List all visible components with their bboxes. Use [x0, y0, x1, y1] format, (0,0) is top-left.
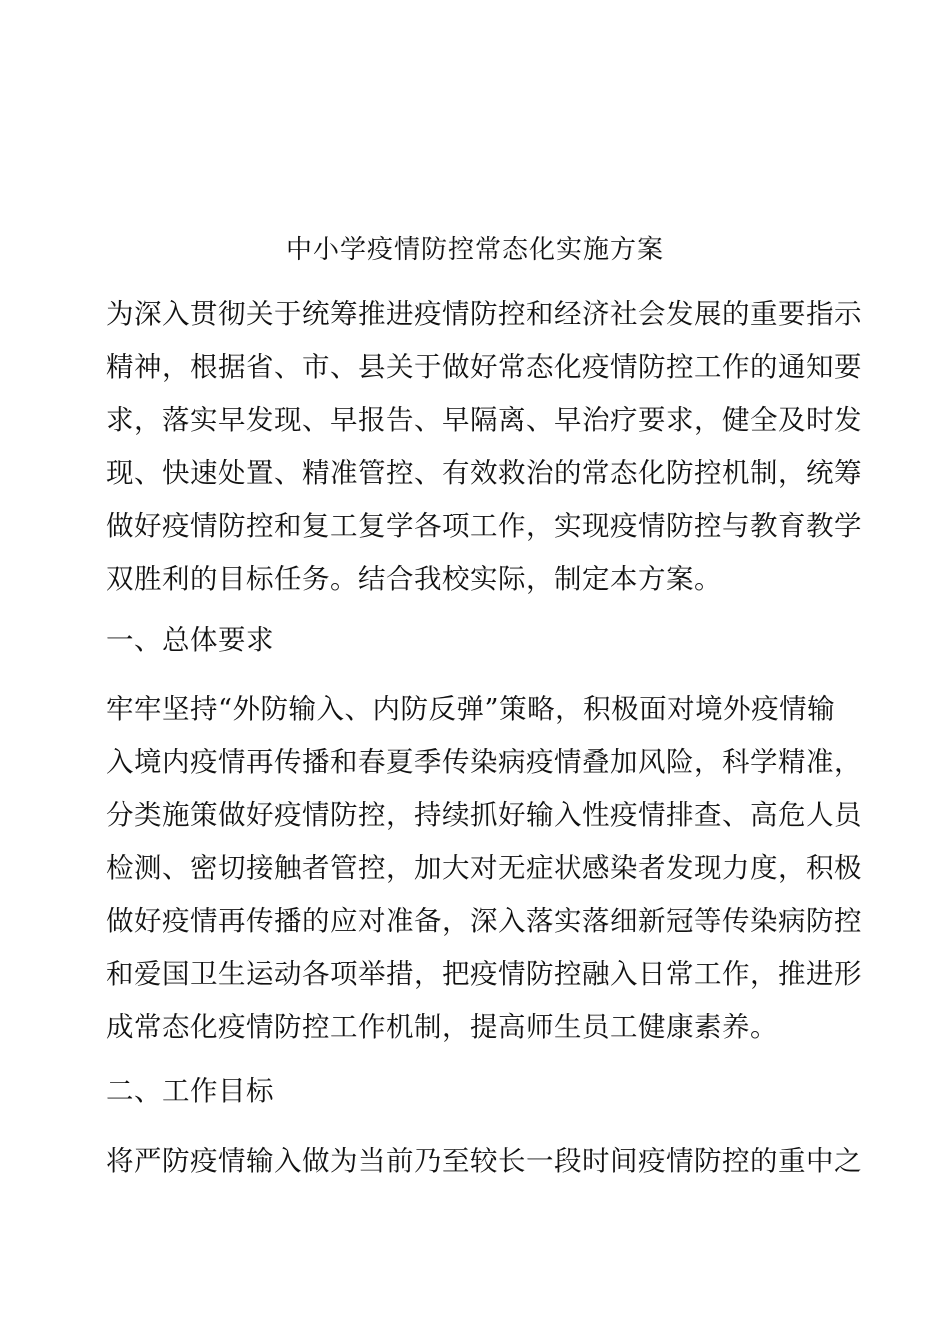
section1-line-5: 做好疫情再传播的应对准备，深入落实落细新冠等传染病防控	[106, 905, 862, 937]
section1-line-2: 入境内疫情再传播和春夏季传染病疫情叠加风险，科学精准，	[106, 746, 862, 778]
intro-line-4: 现、快速处置、精准管控、有效救治的常态化防控机制，统筹	[106, 457, 862, 489]
section-heading-work-goals: 二、工作目标	[106, 1075, 274, 1107]
document-title: 中小学疫情防控常态化实施方案	[285, 235, 664, 265]
intro-line-1: 为深入贯彻关于统筹推进疫情防控和经济社会发展的重要指示	[106, 298, 862, 330]
section1-line-3: 分类施策做好疫情防控，持续抓好输入性疫情排查、高危人员	[106, 799, 862, 831]
intro-line-2: 精神，根据省、市、县关于做好常态化疫情防控工作的通知要	[106, 351, 862, 383]
intro-paragraph	[106, 288, 862, 606]
section2-paragraph	[106, 1135, 862, 1188]
section1-line-6: 和爱国卫生运动各项举措，把疫情防控融入日常工作，推进形	[106, 958, 862, 990]
section1-paragraph	[106, 683, 862, 1054]
intro-line-3: 求，落实早发现、早报告、早隔离、早治疗要求，健全及时发	[106, 404, 862, 436]
section-heading-overall-requirements: 一、总体要求	[106, 624, 274, 656]
section1-line-7: 成常态化疫情防控工作机制，提高师生员工健康素养。	[106, 1011, 778, 1043]
section1-line-4: 检测、密切接触者管控，加大对无症状感染者发现力度，积极	[106, 852, 862, 884]
section2-line-1: 将严防疫情输入做为当前乃至较长一段时间疫情防控的重中之	[106, 1145, 862, 1177]
intro-line-6: 双胜利的目标任务。结合我校实际，制定本方案。	[106, 563, 722, 595]
intro-line-5: 做好疫情防控和复工复学各项工作，实现疫情防控与教育教学	[106, 510, 862, 542]
section1-line-1: 牢牢坚持“外防输入、内防反弹”策略，积极面对境外疫情输	[106, 693, 836, 725]
